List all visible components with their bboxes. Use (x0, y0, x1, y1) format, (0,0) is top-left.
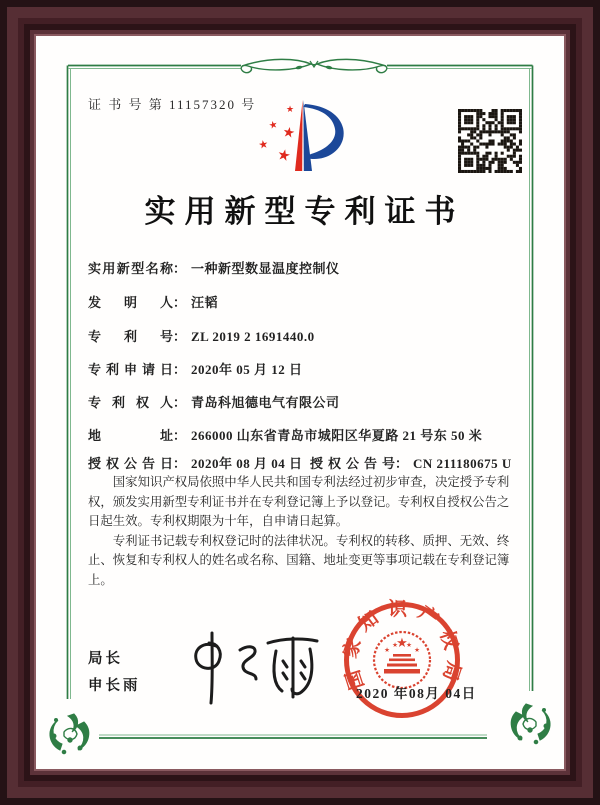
star-icon: ★ (414, 646, 420, 654)
bottom-right-floral-ornament (511, 704, 550, 744)
field-value: ZL 2019 2 1691440.0 (191, 329, 315, 344)
cnipa-red-seal (332, 590, 472, 730)
certificate-number: 证 书 号 第 11157320 号 (88, 97, 257, 112)
colon: ： (173, 428, 187, 443)
star-icon: ★ (275, 144, 293, 166)
field-label: 地址 (88, 428, 173, 443)
field-filing-date (88, 359, 538, 378)
star-icon: ★ (285, 105, 295, 115)
colon: ： (173, 295, 187, 310)
field-value: 一种新型数显温度控制仪 (191, 261, 340, 276)
field-label: 授权公告日 (88, 456, 173, 471)
field-grant-number (310, 453, 512, 472)
star-icon: ★ (384, 646, 390, 654)
field-value: 青岛科旭德电气有限公司 (191, 395, 340, 410)
colon: ： (173, 261, 187, 276)
field-label: 专利权人 (88, 395, 173, 410)
colon: ： (173, 362, 187, 377)
star-icon: ★ (406, 641, 412, 649)
field-value: 汪韬 (191, 295, 219, 310)
field-value: 2020年 05 月 12 日 (191, 362, 303, 377)
top-flourish-ornament (241, 59, 387, 72)
body-paragraph: 专利证书记载专利权登记时的法律状况。专利权的转移、质押、无效、终止、恢复和专利权人的姓名或名称、国籍、地址变更等事项记载在专利登记簿上。 (88, 533, 510, 587)
field-label: 专利申请日 (88, 362, 173, 377)
field-label: 发明人 (88, 295, 173, 310)
bottom-left-floral-ornament (50, 714, 89, 754)
field-address (88, 425, 538, 444)
star-icon: ★ (257, 137, 270, 152)
logo-stars (257, 105, 296, 165)
cnipa-logo (243, 91, 373, 187)
field-grant-row (88, 453, 538, 472)
field-value: 266000 山东省青岛市城阳区华夏路 21 号东 50 米 (191, 428, 483, 443)
colon: ： (395, 456, 409, 471)
field-patent-number (88, 326, 538, 345)
qr-code (458, 109, 522, 173)
certificate-body (88, 473, 514, 590)
field-label: 授权公告号 (310, 456, 395, 471)
signer-name: 申长雨 (88, 678, 141, 694)
field-patentee (88, 392, 538, 411)
logo-triangle-red (295, 100, 303, 171)
signature-shen-changyu (184, 626, 329, 714)
field-label: 专利号 (88, 329, 173, 344)
colon: ： (173, 329, 187, 344)
certificate-title: 实用新型专利证书 (144, 194, 465, 229)
national-emblem-icon (374, 632, 430, 688)
field-label: 实用新型名称 (88, 261, 173, 276)
signer-block (88, 646, 141, 700)
colon: ： (173, 456, 187, 471)
colon: ： (173, 395, 187, 410)
certificate (36, 36, 564, 769)
body-paragraph: 国家知识产权局依照中华人民共和国专利法经过初步审查，决定授予专利权，颁发实用新型专利证书并在专利登记簿上予以登记。专利权自授权公告之日起生效。专利权期限为十年，自申请日起算。 (88, 475, 510, 528)
star-icon: ★ (281, 124, 297, 143)
star-icon: ★ (392, 641, 398, 649)
field-grant-date (88, 456, 303, 471)
seal-date: 2020 年08月 04日 (356, 686, 477, 701)
star-icon: ★ (267, 119, 280, 132)
signer-title: 局长 (88, 651, 123, 667)
star-icon: ★ (396, 636, 408, 651)
field-value: 2020年 08 月 04 日 (191, 456, 303, 471)
field-value: CN 211180675 U (413, 456, 512, 471)
field-utility-model-name (88, 258, 538, 277)
logo-triangle-blue (303, 100, 312, 171)
seal-text: 国家知识产权局 (339, 599, 465, 692)
field-inventor (88, 292, 538, 311)
